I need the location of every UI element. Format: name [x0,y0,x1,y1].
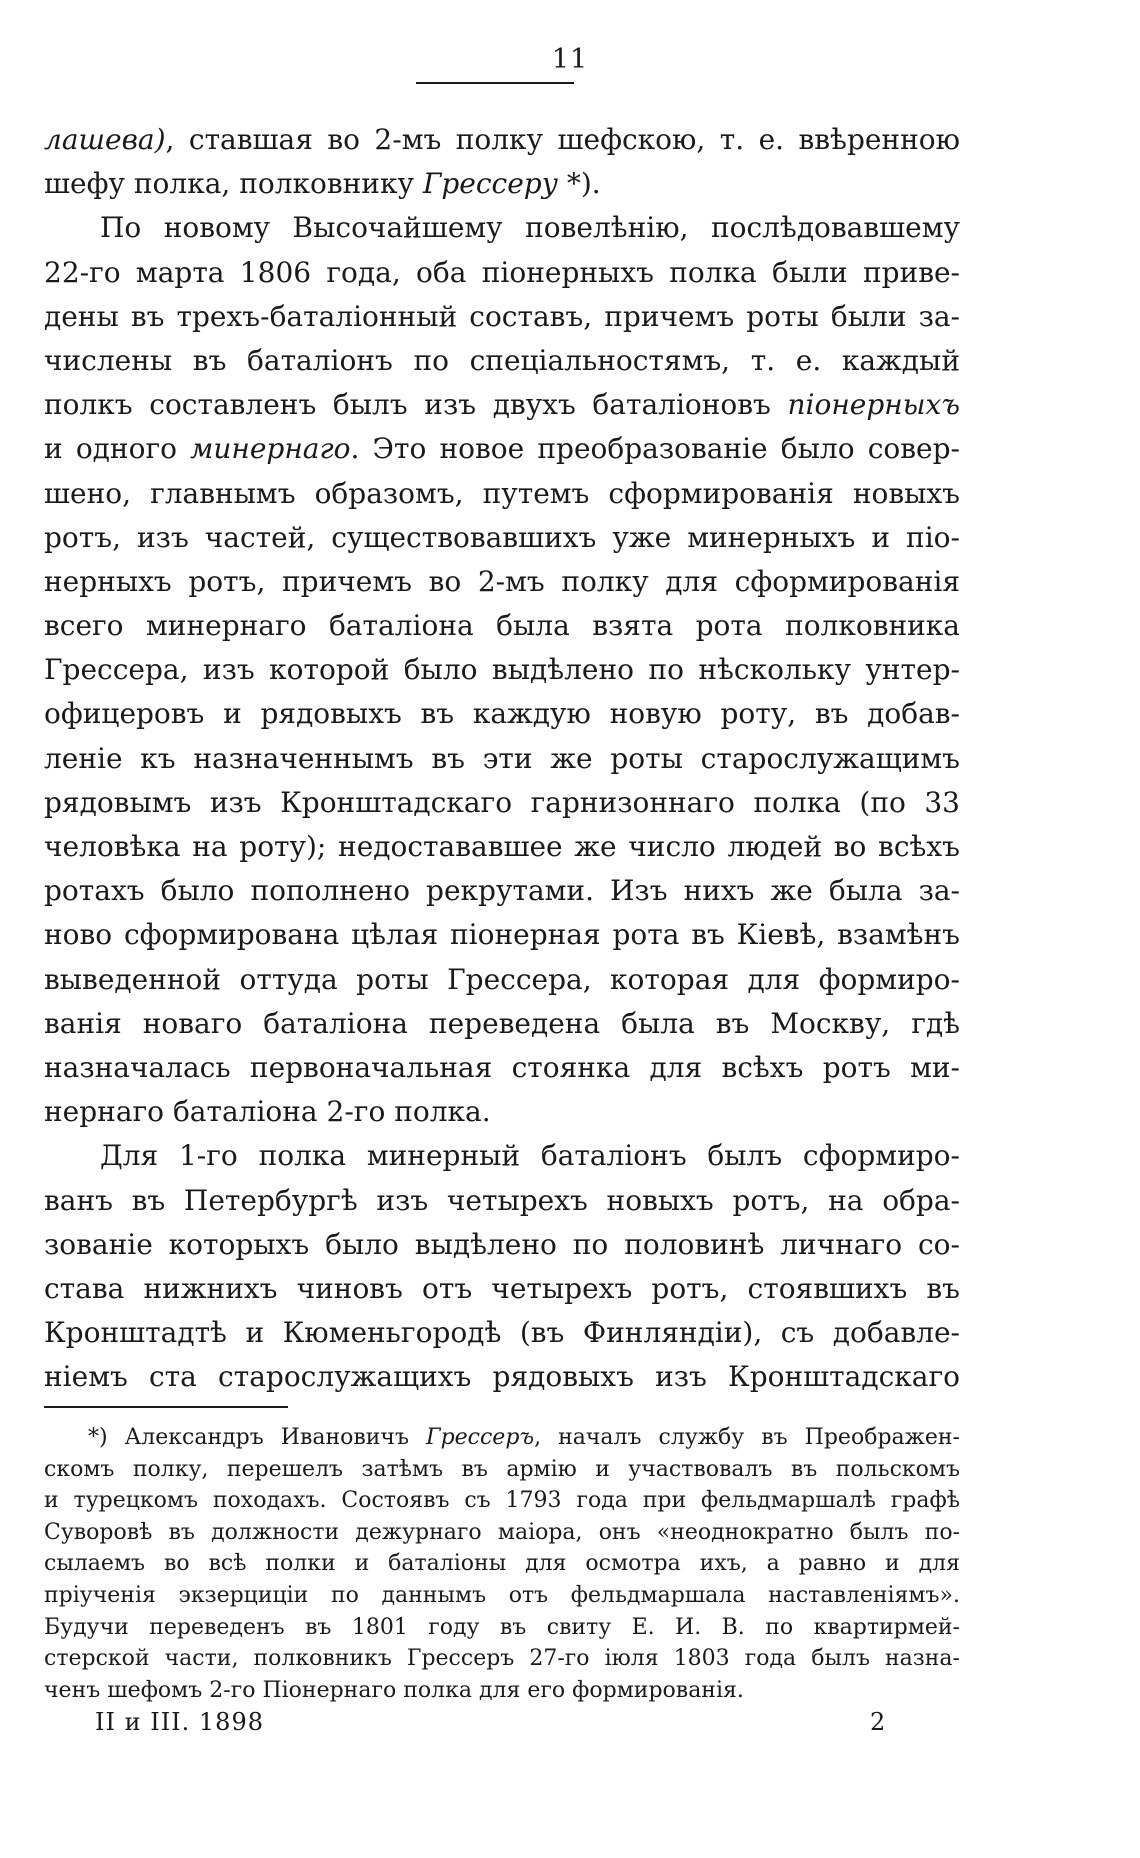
printer-signature: II и III. 1898 [95,1708,264,1736]
text-line: дены въ трехъ-баталіонный составъ, причемъ роты были за- [44,299,960,333]
header-rule [416,82,574,84]
text-line: шено, главнымъ образомъ, путемъ сформированія новыхъ [44,476,960,510]
page-number: 11 [551,44,589,75]
footnote-line: и турецкомъ походахъ. Состоявъ съ 1793 года при фельдмаршалѣ графѣ [44,1488,960,1514]
main-text [44,118,960,1399]
footnote-line: ченъ шефомъ 2-го Піонернаго полка для его формированія. [44,1677,744,1703]
text-line: По новому Высочайшему повелѣнію, послѣдовавшему [100,211,960,245]
text-line: рядовымъ изъ Кронштадскаго гарнизоннаго полка (по 33 [44,785,960,819]
text-line: Для 1-го полка минерный баталіонъ былъ сформиро- [100,1139,960,1173]
text-line: нерныхъ ротъ, причемъ во 2-мъ полку для сформированія [44,564,960,598]
text-line: человѣка на роту); недостававшее же число людей во всѣхъ [44,830,960,863]
text-line: всего минернаго баталіона была взята рота полковника [44,609,960,643]
text-line: зованіе которыхъ было выдѣлено по половинѣ личнаго со- [44,1227,960,1261]
text-line: става нижнихъ чиновъ отъ четырехъ ротъ, стоявшихъ въ [44,1271,960,1305]
text-line: числены въ баталіонъ по спеціальностямъ, т. е. каждый [44,343,960,377]
text-line: выведенной оттуда роты Грессера, которая для формиро- [44,962,960,996]
text-line: 22-го марта 1806 года, оба піонерныхъ полка были приве- [44,255,960,289]
text-line: полкъ составленъ былъ изъ двухъ баталіоновъ піонерныхъ [44,388,960,422]
text-line: назначалась первоначальная стоянка для всѣхъ ротъ ми- [44,1050,960,1084]
footnote [44,1422,960,1706]
footnote-line: стерской части, полковникъ Грессеръ 27-го іюля 1803 года былъ назна- [44,1646,960,1672]
footnote-line: Суворовѣ въ должности дежурнаго маіора, онъ «неоднократно былъ по- [44,1519,960,1545]
text-line: ніемъ ста старослужащихъ рядовыхъ изъ Кронштадскаго [44,1360,960,1394]
footnote-rule [44,1406,288,1408]
text-line: нернаго баталіона 2-го полка. [44,1095,491,1129]
footnote-line: *) Александръ Ивановичъ Грессеръ, началъ службу въ Преображен- [88,1425,960,1450]
footnote-line: сылаемъ во всѣ полки и баталіоны для осмотра ихъ, а равно и для [44,1551,960,1577]
text-line: шефу полка, полковнику Грессеру *). [44,167,601,201]
text-line: Кронштадтѣ и Кюменьгородѣ (въ Финляндіи), съ добавле- [44,1316,960,1350]
sheet-mark: 2 [870,1708,886,1736]
text-line: ротъ, изъ частей, существовавшихъ уже минерныхъ и піо- [44,520,960,554]
footnote-line: пріученія экзерциціи по даннымъ отъ фельдмаршала наставленіямъ». [44,1582,960,1608]
text-line: ванія новаго баталіона переведена была въ Москву, гдѣ [44,1006,960,1040]
text-line: Грессера, изъ которой было выдѣлено по нѣскольку унтер- [44,653,960,687]
text-line: лашева), ставшая во 2-мъ полку шефскою, т. е. ввѣренною [44,123,960,156]
text-line: офицеровъ и рядовыхъ въ каждую новую роту, въ добав- [44,697,960,731]
footnote-line: скомъ полку, перешелъ затѣмъ въ армію и участвовалъ въ польскомъ [44,1456,960,1482]
text-line: ново сформирована цѣлая піонерная рота въ Кіевѣ, взамѣнъ [44,918,960,952]
text-line: ванъ въ Петербургѣ изъ четырехъ новыхъ ротъ, на обра- [44,1183,960,1217]
text-line: леніе къ назначеннымъ въ эти же роты старослужащимъ [44,741,960,775]
text-line: ротахъ было пополнено рекрутами. Изъ нихъ же была за- [44,874,960,908]
footnote-line: Будучи переведенъ въ 1801 году въ свиту Е. И. В. по квартирмей- [44,1614,960,1640]
text-line: и одного минернаго. Это новое преобразованіе было совер- [44,432,960,466]
